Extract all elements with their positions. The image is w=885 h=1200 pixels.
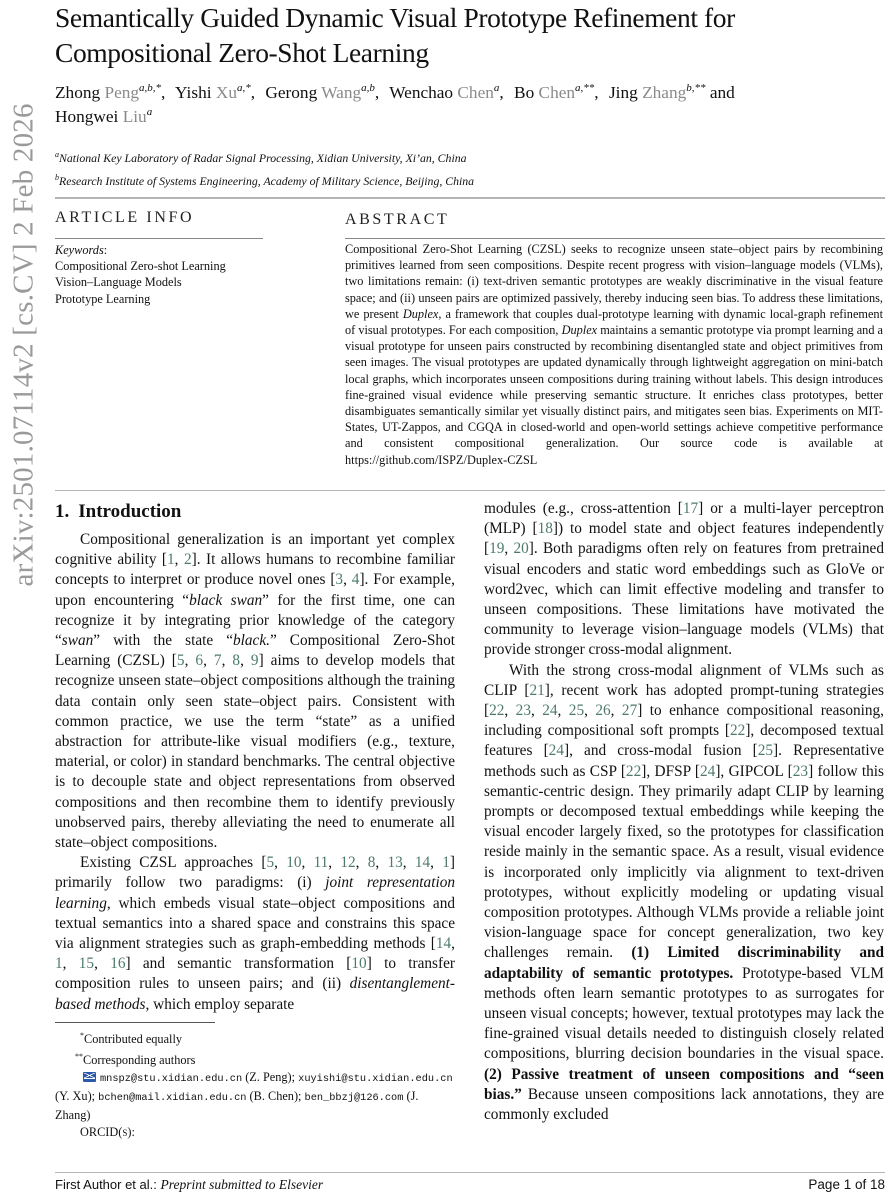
title-line-1: Semantically Guided Dynamic Visual Prototype Refinement for [55, 2, 735, 33]
citation-link[interactable]: 9 [250, 652, 259, 670]
abstract-text: Compositional Zero-Shot Learning (CZSL) seeks to recognize unseen state–object pairs by recombining primitives learned from seen compositions. Despite recent progress with vision–language models (VLMs), two limitations remain: (i) text-driven semantic prototypes are weakly discriminative in the visual feature space; and (ii) unseen pairs are optimized passively, thereby inducing seen bias. To address these limitations, we present Duplex, a framework that couples dual-prototype learning with dynamic local-graph refinement of visual prototypes. For each composition, Duplex maintains a semantic prototype via prompt learning and a visual prototype for unseen pairs constructed by recombining disentangled state and object primitives from seen images. The visual prototypes are updated dynamically through lightweight aggregation on mini-batch local graphs, which incorporates unseen compositions during training without labels. This design introduces fine-grained visual evidence while preserving semantic structure. It enriches class prototypes, better disambiguates semantically similar yet visually distinct pairs, and mitigates seen bias. Experiments on MIT-States, UT-Zappos, and CGQA in closed-world and open-world settings achieve competitive performance and consistent compositional generalization. Our source code is available at https://github.com/ISPZ/Duplex-CZSL [345, 242, 884, 467]
orcid-label: ORCID(s): [80, 1125, 135, 1140]
keywords-block: Keywords: Compositional Zero-shot Learning Vision–Language Models Prototype Learning [55, 242, 295, 307]
author: Jing Zhang$^{b,**}$ [608, 82, 706, 102]
citation-link[interactable]: 7 [213, 652, 222, 670]
footnote-corresponding: **Corresponding authors [75, 1052, 196, 1068]
affiliation: $^b$Research Institute of Systems Engineering, Academy of Military Science, Beijing, China [55, 172, 475, 188]
abstract-bottom-divider [55, 490, 885, 491]
citation-link[interactable]: 20 [513, 540, 529, 558]
author: Zhong Peng$^{a,b,*}$ [55, 82, 162, 102]
title-line-2: Compositional Zero-Shot Learning [55, 37, 429, 68]
footnote-equal: *Contributed equally [80, 1031, 183, 1047]
body-column-left [55, 500, 455, 1015]
citation-link[interactable]: 24 [700, 762, 716, 780]
arxiv-watermark [0, 103, 44, 1100]
citation-link[interactable]: 25 [757, 742, 774, 760]
citation-link[interactable]: 21 [529, 681, 545, 699]
arxiv-id-label: arXiv:2501.07114v2 [cs.CV] 2 Feb 2026 [7, 103, 40, 587]
footnote-divider [55, 1022, 215, 1023]
author: Yishi $Xu^{a,*}$ [175, 82, 251, 102]
header-divider [55, 197, 885, 199]
citation-link[interactable]: 18 [537, 520, 553, 538]
footer-divider [55, 1172, 885, 1173]
email-link[interactable]: mnspz@stu.xidian.edu.cn [100, 1073, 243, 1086]
abstract-heading: ABSTRACT [345, 211, 450, 228]
paragraph: Compositional generalization is an important yet complex cognitive ability [1, 2]. It allows humans to recombine familiar concepts to interpret or produce novel ones [3, 4]. For example, upon encountering “black swan” for the first time, one can recognize it by integrating prior knowledge of the category “swan” with the state “black.” Compositional Zero-Shot Learning (CZSL) [5, 6, 7, 8, 9] aims to develop models that recognize unseen state–object compositions although the training data contain only seen state–object pairs. Consistent with common practice, we use the term “state” as a unified abstraction for attribute-like visual modifiers (e.g., texture, material, or color) in standard benchmarks. The central objective is to decouple state and object representations from observed compositions and then recombine them to identify previously unobserved pairs, thereby alleviating the need to enumerate all state–object compositions. [55, 531, 456, 852]
article-info-heading: ARTICLE INFO [55, 209, 195, 226]
citation-link[interactable]: 13 [387, 854, 403, 872]
citation-link[interactable]: 23 [792, 762, 809, 780]
citation-link[interactable]: 10 [286, 854, 302, 872]
citation-link[interactable]: 17 [682, 500, 699, 517]
page-number: Page 1 of 18 [808, 1177, 885, 1192]
citation-link[interactable]: 16 [110, 955, 126, 973]
citation-link[interactable]: 3 [335, 571, 344, 589]
citation-link[interactable]: 2 [183, 551, 192, 569]
citation-link[interactable]: 1 [442, 854, 450, 872]
citation-link[interactable]: 10 [351, 955, 367, 973]
affiliation: $^a$National Key Laboratory of Radar Signal Processing, Xidian University, Xi’an, China [55, 150, 467, 165]
citation-link[interactable]: 6 [195, 652, 204, 670]
citation-link[interactable]: 22 [730, 722, 746, 740]
citation-link[interactable]: 11 [313, 854, 329, 872]
citation-link[interactable]: 5 [266, 854, 275, 872]
email-link[interactable]: xuyishi@stu.xidian.edu.cn [298, 1073, 453, 1086]
keyword: Prototype Learning [55, 291, 151, 306]
citation-link[interactable]: 8 [232, 652, 241, 670]
citation-link[interactable]: 14 [414, 854, 431, 872]
citation-link[interactable]: 4 [351, 571, 360, 589]
citation-link[interactable]: 22 [489, 702, 505, 720]
footnote-emails: mnspz@stu.xidian.edu.cn (Z. Peng); xuyishi@stu.xidian.edu.cn (Y. Xu); bchen@mail.xidian.edu.cn (B. Chen); ben_bbzj@126.com (J. Zhang) [55, 1070, 453, 1123]
abstract-divider [345, 238, 885, 239]
citation-link[interactable]: 15 [78, 955, 95, 973]
authors-and: and [709, 83, 735, 102]
section-heading-introduction: 1. Introduction [55, 501, 182, 522]
author: Bo Chen$^{a,**}$ [514, 82, 595, 102]
body-column-right [484, 499, 884, 1125]
citation-link[interactable]: 5 [176, 652, 185, 670]
author-list: Zhong Peng$^{a,b,*}$, Yishi $Xu^{a,*}$, Gerong Wang$^{a,b}$, Wenchao Chen$^a$, Bo Chen$^{a,**}$, Jing Zhang$^{b,**}$ and Hongwei Liu$^a$ [55, 82, 735, 126]
keywords-label: Keywords [55, 243, 104, 257]
citation-link[interactable]: 19 [489, 540, 505, 558]
citation-link[interactable]: 25 [568, 702, 585, 720]
citation-link[interactable]: 12 [340, 854, 356, 872]
envelope-icon [83, 1072, 96, 1082]
running-footer: First Author et al.: Preprint submitted to Elsevier [55, 1177, 324, 1192]
citation-link[interactable]: 24 [548, 742, 564, 760]
footnotes [55, 1027, 457, 1141]
citation-link[interactable]: 14 [435, 935, 452, 953]
email-link[interactable]: ben_bbzj@126.com [304, 1092, 404, 1105]
affiliations [55, 145, 855, 191]
paragraph: With the strong cross-modal alignment of VLMs such as CLIP [21], recent work has adopted prompt-tuning strategies [22, 23, 24, 25, 26, 27] to enhance compositional reasoning, including compositional soft prompts [22], decomposed textual features [24], and cross-modal fusion [25]. Representative methods such as CSP [22], DFSP [24], GIPCOL [23] follow this semantic-centric design. They primarily adapt CLIP by learning prompts or decomposed textual embeddings while keeping the visual encoder largely fixed, so the prototypes for classification reside mainly in the semantic space. As a result, visual evidence is incorporated only implicitly via alignment to text-driven prototypes, without explicitly modeling or updating visual composition prototypes. Although VLMs provide a reliable joint vision-language space for concept generalization, two key challenges remain. (1) Limited discriminability and adaptability of semantic prototypes. Prototype-based VLM methods often learn semantic prototypes to as surrogates for unseen visual concepts; however, textual prototypes may lack the fine-grained visual details needed to distinguish closely related compositions, blurring decision boundaries in the visual space. (2) Passive treatment of unseen compositions and “seen bias.” Because unseen compositions lack annotations, they are commonly excluded [484, 661, 885, 1124]
citation-link[interactable]: 1 [55, 955, 63, 973]
author: Wenchao Chen$^a$ [389, 82, 500, 102]
keyword: Compositional Zero-shot Learning [55, 259, 226, 274]
citation-link[interactable]: 22 [625, 762, 642, 780]
citation-link[interactable]: 23 [515, 702, 531, 720]
paragraph: Existing CZSL approaches [5, 10, 11, 12, 8, 13, 14, 1] primarily follow two paradigms: (i) joint representation learning, which embeds visual state–object compositions and textual semantics into a shared space and constrains this space via alignment strategies such as graph-embedding methods [14, 1, 15, 16] and semantic transformation [10] to transfer composition rules to unseen pairs; and (ii) disentanglement-based methods, which employ separate [55, 854, 455, 1013]
paper-title [55, 0, 855, 70]
author: Hongwei Liu$^a$ [55, 106, 153, 126]
citation-link[interactable]: 26 [595, 702, 611, 720]
author: Gerong Wang$^{a,b}$ [265, 82, 375, 102]
email-link[interactable]: bchen@mail.xidian.edu.cn [98, 1092, 247, 1105]
citation-link[interactable]: 1 [167, 551, 175, 569]
citation-link[interactable]: 8 [367, 854, 376, 872]
keyword: Vision–Language Models [55, 275, 182, 290]
paragraph: modules (e.g., cross-attention [17] or a multi-layer perceptron (MLP) [18]) to model state and object features independently [19, 20]. Both paradigms often rely on features from pretrained visual encoders and static word embeddings such as GloVe or word2vec, which can limit effective modeling and transfer to unseen compositions. These limitations have motivated the community to leverage vision–language models (VLMs) that provide stronger cross-modal alignment. [484, 500, 884, 659]
citation-link[interactable]: 27 [621, 702, 638, 720]
citation-link[interactable]: 24 [542, 702, 558, 720]
article-info-divider [55, 238, 263, 239]
